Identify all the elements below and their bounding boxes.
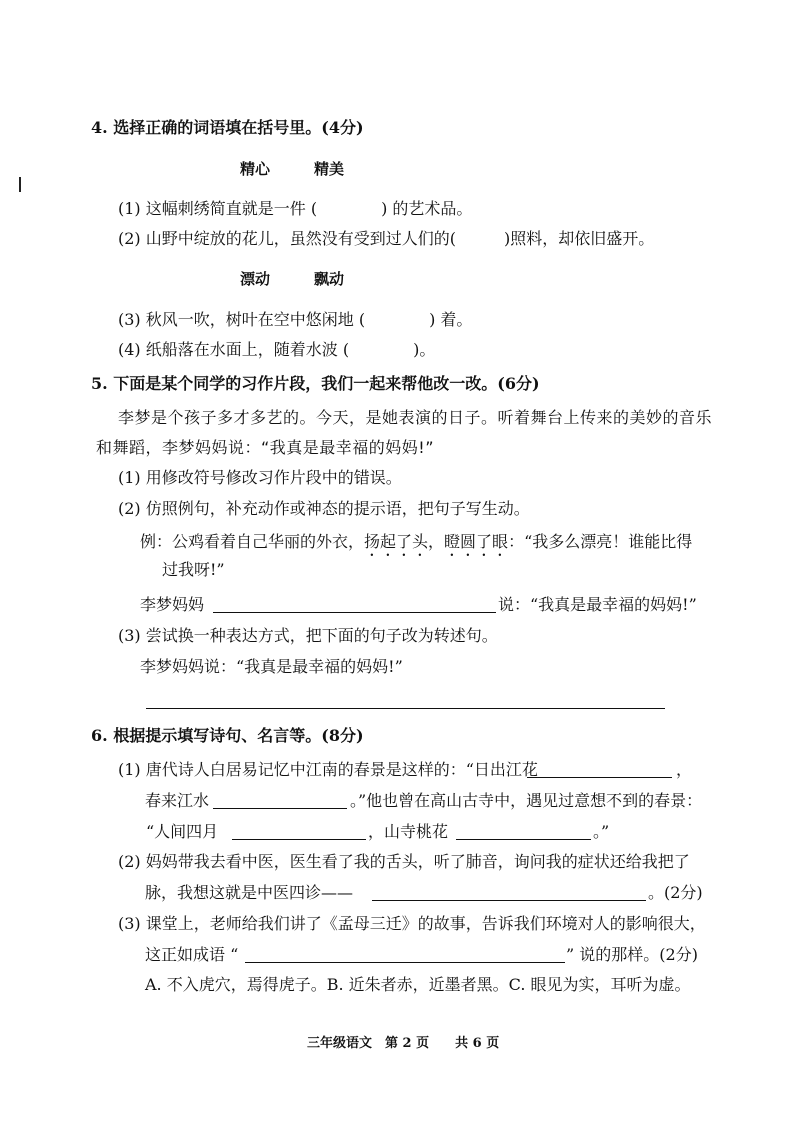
q4-sentence-1: (1) 这幅刺绣简直就是一件 ( ) 的艺术品。 [118,199,473,218]
q6-p3-blank[interactable] [245,962,565,963]
q5-task-3: (3) 尝试换一种表达方式，把下面的句子改为转述句。 [118,626,498,645]
q5-task-1: (1) 用修改符号修改习作片段中的错误。 [118,468,402,487]
q5-fill-prefix: 李梦妈妈 [140,595,205,614]
q4-word-jingxin: 精心 [240,160,271,178]
q6-p1-blank-3[interactable] [232,839,366,840]
q6-p2-text-c: 。(2分) [648,883,703,902]
q4-sentence-2: (2) 山野中绽放的花儿，虽然没有受到过人们的( )照料，却依旧盛开。 [118,229,655,248]
q6-p3-options: A. 不入虎穴，焉得虎子。B. 近朱者赤，近墨者黑。C. 眼见为实，耳听为虚。 [145,975,691,994]
q6-title: 6. 根据提示填写诗句、名言等。(8分) [91,726,364,745]
text-cursor-mark [19,177,21,192]
q5-quote: 李梦妈妈说：“我真是最幸福的妈妈!” [140,657,403,676]
q5-example-part-c: ， [428,532,445,551]
q6-p1-blank-2[interactable] [213,808,347,809]
q5-answer-line-1[interactable] [213,612,496,613]
q5-example-part-e: ：“我多么漂亮！谁能比得 [508,532,693,551]
q6-p1-text-a: (1) 唐代诗人白居易记忆中江南的春景是这样的：“日出江花 [118,760,538,779]
q6-p2-text-b: 脉，我想这就是中医四诊—— [145,883,354,902]
q6-p1-blank-4[interactable] [456,839,591,840]
q5-example-emphasis-2: 瞪圆了眼 [444,532,509,551]
q4-sentence-3: (3) 秋风一吹，树叶在空中悠闲地 ( ) 着。 [118,310,473,329]
q4-word-piaodong-wind: 飘动 [314,270,345,288]
q5-example-emphasis-1: 扬起了头 [364,532,429,551]
q6-p1-text-b: ， [676,760,693,779]
q4-word-jingmei: 精美 [314,160,345,178]
q5-answer-line-2[interactable] [146,708,665,709]
q5-passage-line-1: 李梦是个孩子多才多艺的。今天，是她表演的日子。听着舞台上传来的美妙的音乐 [118,408,713,427]
q6-p1-text-e: “人间四月 [146,822,219,841]
page-footer: 三年级语文 第 2 页 共 6 页 [307,1036,500,1051]
q5-example-part-a: 例：公鸡看着自己华丽的外衣， [140,532,365,551]
q6-p1-text-c: 春来江水 [145,791,210,810]
q6-p1-text-f: ，山寺桃花 [368,822,449,841]
q6-p1-blank-1[interactable] [527,777,672,778]
q6-p1-text-g: 。” [593,822,610,841]
q4-sentence-4: (4) 纸船落在水面上，随着水波 ( )。 [118,340,436,359]
q6-p2-text-a: (2) 妈妈带我去看中医，医生看了我的舌头，听了肺音，询问我的症状还给我把了 [118,852,690,871]
q4-title: 4. 选择正确的词语填在括号里。(4分) [91,118,364,137]
q6-p3-text-b: 这正如成语 “ [145,945,239,964]
q4-word-piaodong-water: 漂动 [240,270,271,288]
q6-p3-text-c: ” 说的那样。(2分) [566,945,698,964]
q5-example-line-2: 过我呀!” [162,560,225,579]
q5-example-line-1 [140,532,692,560]
q6-p2-blank[interactable] [372,900,646,901]
q5-fill-suffix: 说：“我真是最幸福的妈妈!” [498,595,697,614]
q6-p1-text-d: 。”他也曾在高山古寺中，遇见过意想不到的春景： [350,791,703,810]
q5-title: 5. 下面是某个同学的习作片段，我们一起来帮他改一改。(6分) [91,374,540,393]
q6-p3-text-a: (3) 课堂上，老师给我们讲了《孟母三迁》的故事，告诉我们环境对人的影响很大， [118,914,706,933]
q5-passage-line-2: 和舞蹈，李梦妈妈说：“我真是最幸福的妈妈!” [96,438,434,457]
q5-task-2: (2) 仿照例句，补充动作或神态的提示语，把句子写生动。 [118,499,530,518]
